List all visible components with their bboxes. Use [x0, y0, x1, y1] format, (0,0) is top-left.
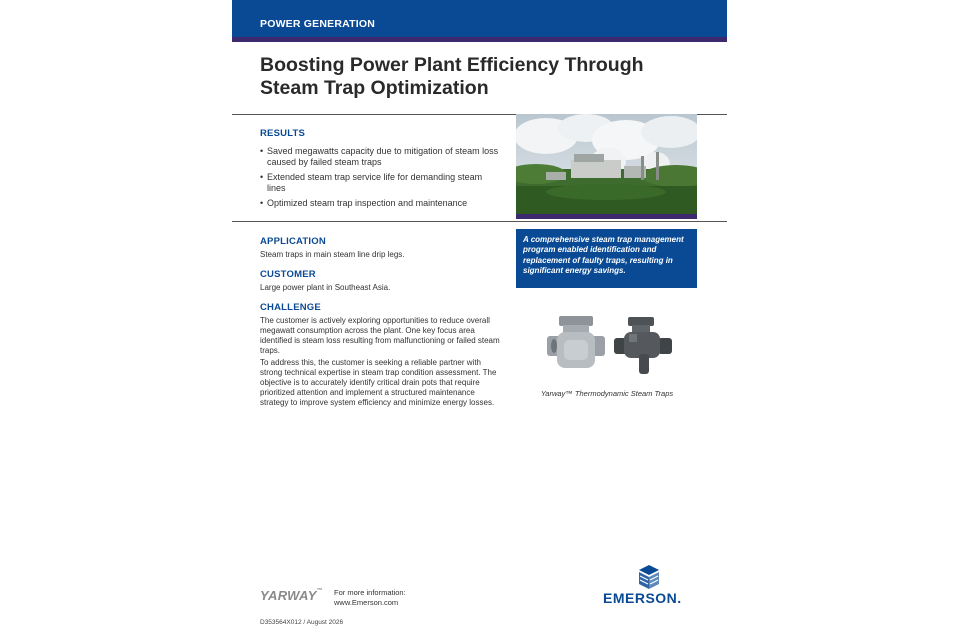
challenge-heading: CHALLENGE	[260, 302, 321, 313]
results-heading: RESULTS	[260, 128, 306, 139]
application-text: Steam traps in main steam line drip legs.	[260, 250, 405, 259]
customer-text: Large power plant in Southeast Asia.	[260, 283, 391, 292]
emerson-logo-icon	[637, 565, 661, 591]
header-accent-stripe	[232, 37, 727, 42]
callout-text: A comprehensive steam trap management program enabled identification and replacement of faulty traps, resulting in significant energy savings.	[523, 235, 684, 275]
challenge-paragraph: The customer is actively exploring opportunities to reduce overall megawatt consumption across the plant. One key focus area identified is steam loss resulting from malfunctioning or failed steam traps.	[260, 316, 500, 355]
challenge-paragraph: To address this, the customer is seeking a reliable partner with strong technical expertise in steam trap condition assessment. The objective is to accurately identify critical drain pots that require prioritized attention and implement a structured maintenance strategy to improve system efficiency and minimize energy losses.	[260, 358, 497, 407]
more-info-label: For more information:	[334, 588, 406, 597]
case-study-page	[232, 0, 727, 640]
steam-trap-product-image	[544, 314, 684, 378]
callout-box	[516, 229, 697, 288]
yarway-trademark: ™	[316, 588, 324, 594]
results-item: • Optimized steam trap inspection and maintenance	[260, 198, 500, 209]
page-title: Boosting Power Plant Efficiency Through Steam Trap Optimization	[260, 54, 644, 99]
results-list	[260, 146, 500, 213]
document-number: D353564X012 / August 2026	[260, 619, 344, 626]
more-info-block	[334, 588, 406, 607]
power-plant-photo	[516, 114, 697, 214]
application-heading: APPLICATION	[260, 236, 326, 247]
yarway-wordmark: YARWAY	[260, 588, 317, 603]
section-tag: POWER GENERATION	[260, 18, 376, 30]
results-item: • Saved megawatts capacity due to mitigation of steam loss caused by failed steam traps	[260, 146, 500, 168]
photo-accent-stripe	[516, 214, 697, 219]
customer-heading: CUSTOMER	[260, 269, 316, 280]
product-caption: Yarway™ Thermodynamic Steam Traps	[540, 389, 674, 398]
divider-middle	[232, 221, 727, 222]
yarway-logo	[260, 588, 323, 603]
emerson-logo: EMERSON.	[603, 590, 682, 606]
website-link[interactable]: www.Emerson.com	[334, 597, 399, 607]
results-item: • Extended steam trap service life for demanding steam lines	[260, 172, 500, 194]
header-band	[232, 0, 727, 37]
